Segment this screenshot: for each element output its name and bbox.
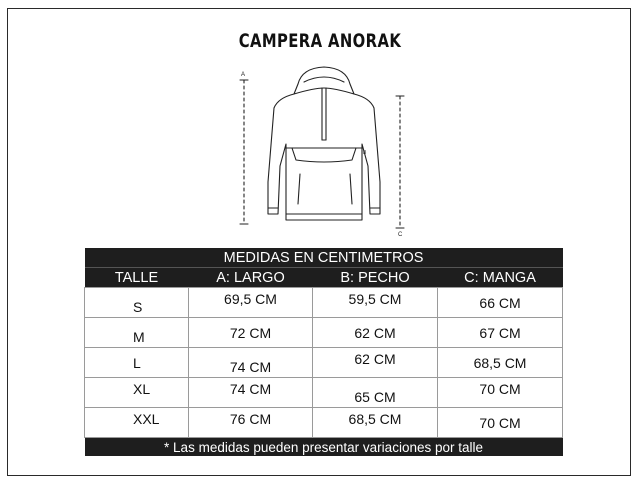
- measure-a-label: A: [241, 72, 246, 78]
- size-cell: L: [85, 348, 189, 378]
- front-pocket: [286, 148, 362, 162]
- largo-cell: 74 CM: [189, 348, 313, 378]
- pecho-cell: 68,5 CM: [313, 408, 438, 438]
- measure-c-line: [396, 96, 404, 228]
- col-pecho: B: PECHO: [313, 268, 438, 288]
- manga-cell: 66 CM: [438, 288, 563, 318]
- largo-cell: 72 CM: [189, 318, 313, 348]
- largo-cell: 69,5 CM: [189, 288, 313, 318]
- manga-cell: 68,5 CM: [438, 348, 563, 378]
- size-table: [84, 248, 563, 456]
- largo-cell: 76 CM: [189, 408, 313, 438]
- size-cell: XL: [85, 378, 189, 408]
- col-largo: A: LARGO: [189, 268, 313, 288]
- pecho-cell: 65 CM: [313, 378, 438, 408]
- measure-c-label: C: [398, 232, 403, 238]
- table-row: [85, 318, 563, 348]
- table-row: [85, 378, 563, 408]
- anorak-diagram: [234, 62, 414, 242]
- hood-outline: [294, 67, 354, 94]
- largo-cell: 74 CM: [189, 378, 313, 408]
- size-cell: M: [85, 318, 189, 348]
- table-row: [85, 288, 563, 318]
- table-footnote: * Las medidas pueden presentar variaciones por talle: [85, 438, 563, 457]
- page-title: CAMPERA ANORAK: [238, 30, 402, 52]
- pecho-cell: 59,5 CM: [313, 288, 438, 318]
- table-row: [85, 408, 563, 438]
- table-header: MEDIDAS EN CENTIMETROS: [85, 248, 563, 268]
- col-talle: TALLE: [85, 268, 189, 288]
- manga-cell: 70 CM: [438, 378, 563, 408]
- manga-cell: 70 CM: [438, 408, 563, 438]
- table-row: [85, 348, 563, 378]
- manga-cell: 67 CM: [438, 318, 563, 348]
- size-cell: S: [85, 288, 189, 318]
- pecho-cell: 62 CM: [313, 318, 438, 348]
- measure-a-line: [240, 80, 248, 224]
- pecho-cell: 62 CM: [313, 348, 438, 378]
- col-manga: C: MANGA: [438, 268, 563, 288]
- jacket-body: [268, 94, 380, 220]
- measure-b-label: B: [363, 150, 367, 156]
- size-cell: XXL: [85, 408, 189, 438]
